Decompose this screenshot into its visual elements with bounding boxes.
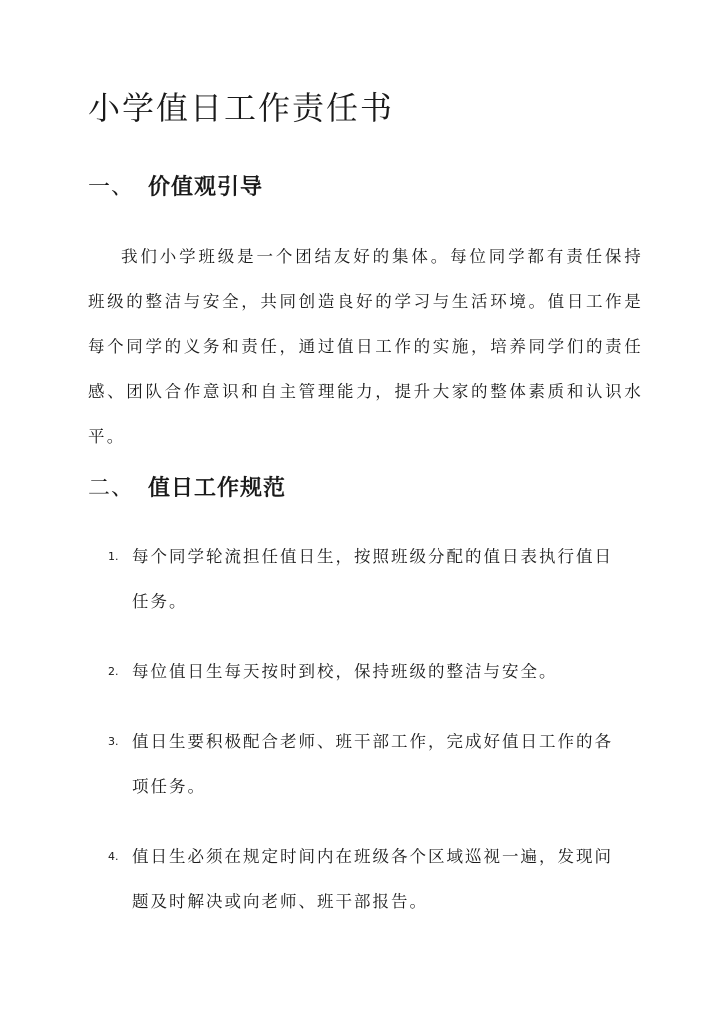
section-heading-text: 值日工作规范 (148, 476, 287, 501)
list-item (108, 834, 628, 924)
list-item-number: 2. (108, 665, 119, 678)
duty-rules-list (108, 534, 628, 949)
document-title: 小学值日工作责任书 (88, 89, 395, 127)
list-item-number: 1. (108, 550, 119, 563)
section-heading-values (88, 172, 263, 204)
list-item (108, 534, 628, 624)
values-paragraph: 我们小学班级是一个团结友好的集体。每位同学都有责任保持班级的整洁与安全，共同创造良好的学习与生活环境。值日工作是每个同学的义务和责任，通过值日工作的实施，培养同学们的责任感、团队合作意识和自主管理能力，提升大家的整体素质和认识水平。 (88, 247, 643, 446)
list-item-number: 4. (108, 850, 119, 863)
section-heading-text: 价值观引导 (148, 175, 264, 200)
section-number: 二、 (88, 476, 135, 501)
list-item-text: 每位值日生每天按时到校，保持班级的整洁与安全。 (132, 662, 558, 681)
section-number: 一、 (88, 175, 135, 200)
list-item-number: 3. (108, 735, 119, 748)
list-item (108, 719, 628, 809)
list-item (108, 649, 628, 694)
section-heading-duty-rules (88, 473, 286, 505)
list-item-text: 值日生必须在规定时间内在班级各个区域巡视一遍，发现问题及时解决或向老师、班干部报告。 (132, 847, 613, 911)
list-item-text: 值日生要积极配合老师、班干部工作，完成好值日工作的各项任务。 (132, 732, 613, 796)
list-item-text: 每个同学轮流担任值日生，按照班级分配的值日表执行值日任务。 (132, 547, 613, 611)
